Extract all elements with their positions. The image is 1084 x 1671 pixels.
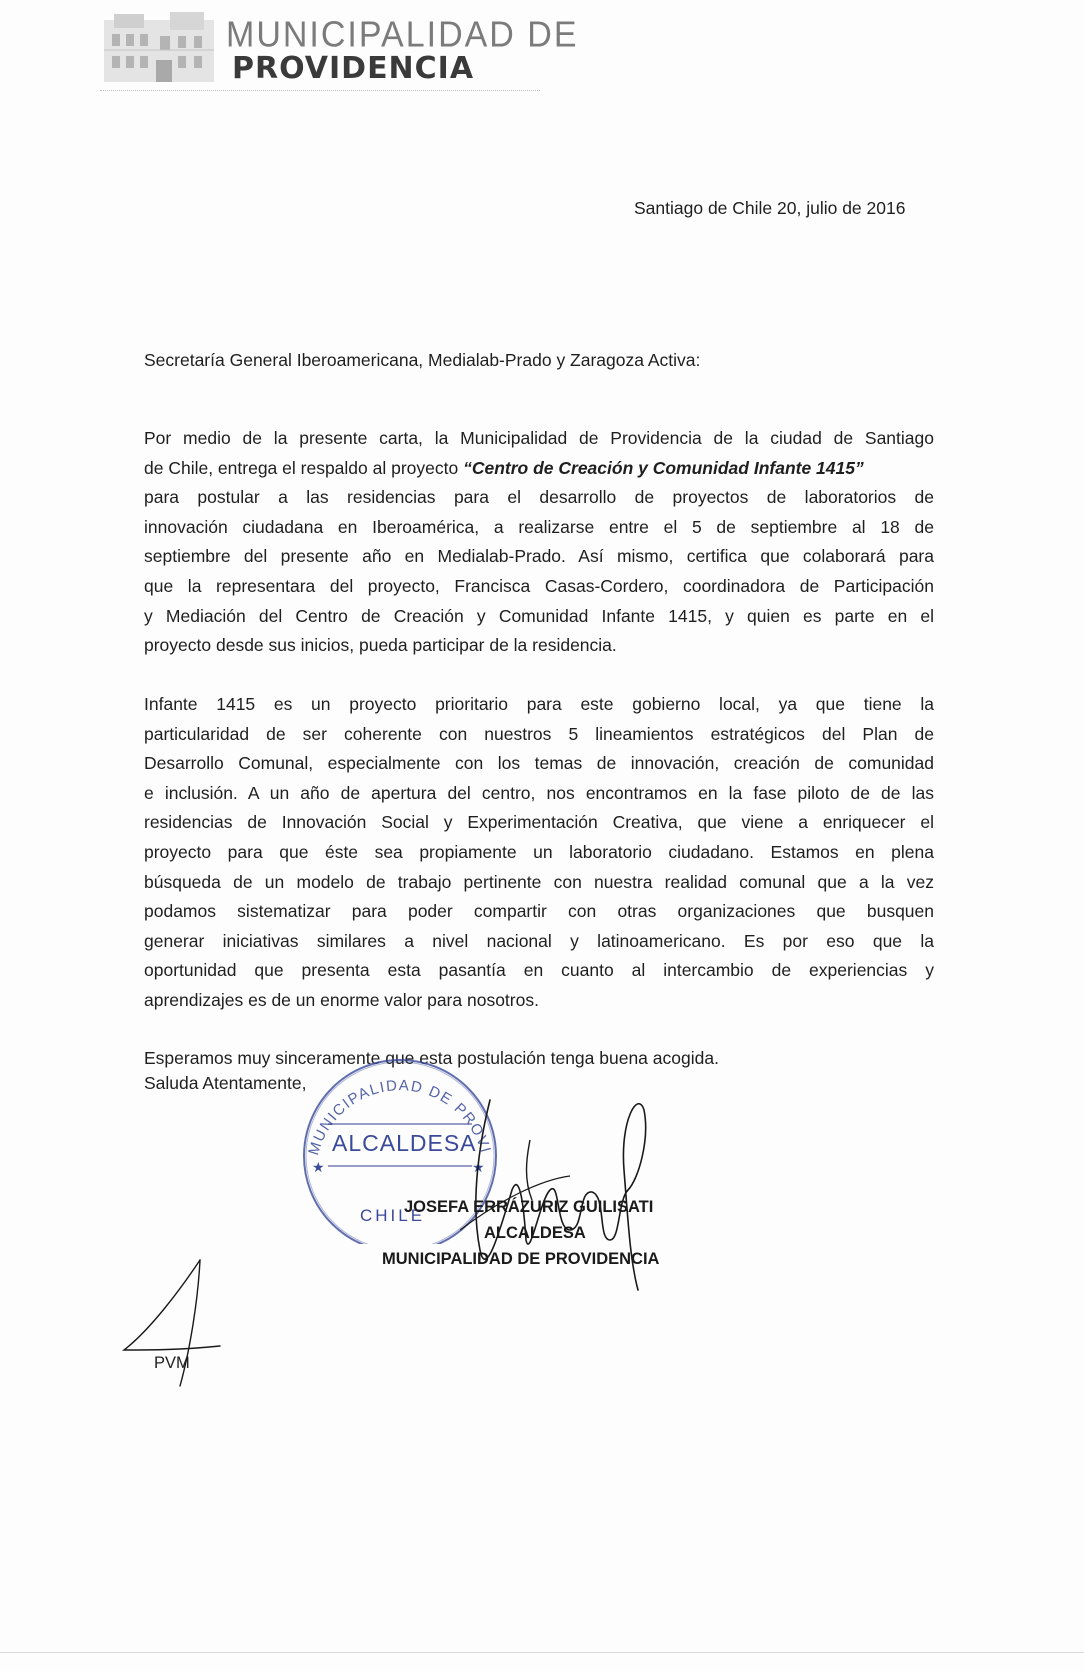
municipal-building-logo-icon [100, 10, 220, 86]
salutation: Saluda Atentamente, [144, 1073, 307, 1093]
stamp-bottom-text: CHILE [360, 1206, 426, 1225]
paragraph-2 [144, 690, 934, 1016]
letter-date: Santiago de Chile 20, julio de 2016 [634, 198, 906, 218]
paragraph-line: innovación ciudadana en Iberoamérica, a realizarse entre el 5 de septiembre al 18 de [144, 516, 934, 537]
paragraph-line: para postular a las residencias para el desarrollo de proyectos de laboratorios de [144, 487, 934, 508]
paragraph-line: proyecto desde sus inicios, pueda participar de la residencia. [144, 635, 617, 656]
letter-addressee: Secretaría General Iberoamericana, Medialab-Prado y Zaragoza Activa: [144, 350, 701, 370]
paragraph-text: de Chile, entrega el respaldo al proyecto [144, 457, 464, 478]
typist-initials: PVM [154, 1354, 190, 1372]
paragraph-line: Desarrollo Comunal, especialmente con los temas de innovación, creación de comunidad [144, 753, 934, 774]
paragraph-line: residencias de Innovación Social y Experimentación Creativa, que viene a enriquecer el [144, 812, 934, 833]
paragraph-line: Por medio de la presente carta, la Municipalidad de Providencia de la ciudad de Santiago [144, 428, 934, 448]
letterhead-line2: PROVIDENCIA [232, 51, 475, 86]
paragraph-line: septiembre del presente año en Medialab-Prado. Así mismo, certifica que colaborará para [144, 546, 934, 567]
signatory-role: ALCALDESA [484, 1224, 586, 1242]
signatory-organization: MUNICIPALIDAD DE PROVIDENCIA [382, 1250, 660, 1268]
paragraph-line: Infante 1415 es un proyecto prioritario para este gobierno local, ya que tiene la [144, 694, 934, 714]
signatory-name: JOSEFA ERRÁZURIZ GUILISATI [404, 1198, 654, 1216]
paragraph-line: búsqueda de un modelo de trabajo pertinente con nuestra realidad comunal que a la vez [144, 871, 934, 892]
paragraph-line: proyecto para que éste sea propiamente un laboratorio ciudadano. Estamos en plena [144, 841, 934, 862]
paragraph-line: oportunidad que presenta esta pasantía en cuanto al intercambio de experiencias y [144, 960, 934, 981]
paragraph-line: y Mediación del Centro de Creación y Comunidad Infante 1415, y quien es parte en el [144, 605, 934, 626]
letterhead-divider [100, 90, 540, 91]
paragraph-line: que la representara del proyecto, Francisca Casas-Cordero, coordinadora de Participación [144, 575, 934, 596]
paragraph-line: generar iniciativas similares a nivel nacional y latinoamericano. Es por eso que la [144, 930, 934, 951]
closing-line: Esperamos muy sinceramente que esta postulación tenga buena acogida. [144, 1048, 719, 1068]
paragraph-line [144, 454, 934, 484]
svg-text:★: ★ [472, 1160, 485, 1176]
stamp-ring-text: MUNICIPALIDAD DE PROVI [305, 1077, 495, 1158]
paragraph-line: e inclusión. A un año de apertura del centro, nos encontramos en la fase piloto de de las [144, 782, 934, 803]
paragraph-line: aprendizajes es de un enorme valor para nosotros. [144, 989, 539, 1010]
svg-text:★: ★ [312, 1160, 325, 1176]
letterhead [100, 10, 579, 86]
letterhead-line1: MUNICIPALIDAD DE [226, 15, 579, 55]
stamp-center-text: ALCALDESA [332, 1130, 477, 1156]
paragraph-line: particularidad de ser coherente con nuestros 5 lineamientos estratégicos del Plan de [144, 723, 934, 744]
project-name: “Centro de Creación y Comunidad Infante 1415” [463, 457, 864, 478]
paragraph-1 [144, 424, 934, 661]
page-bottom-edge [0, 1652, 1084, 1653]
paragraph-line: podamos sistematizar para poder compartir con otras organizaciones que busquen [144, 901, 934, 922]
